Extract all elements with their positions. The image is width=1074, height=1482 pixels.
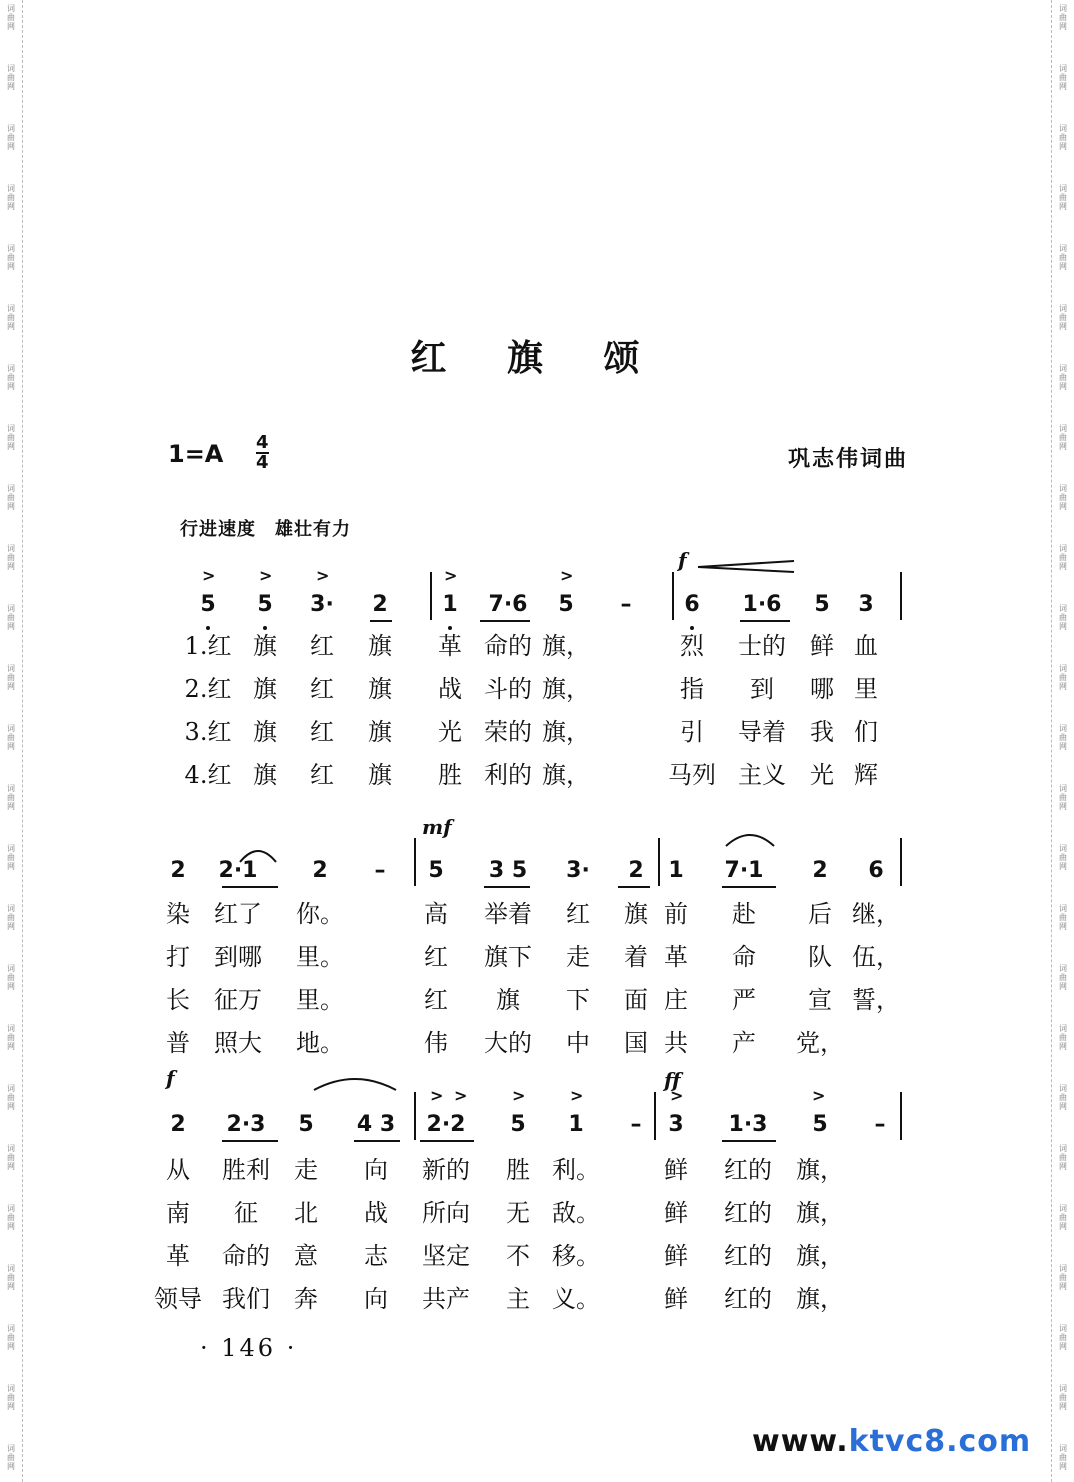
lyric-word: 革	[664, 943, 688, 971]
crescendo-hairpin	[698, 558, 798, 576]
time-signature: 4 4	[256, 432, 269, 473]
lyric-word: 红	[310, 761, 334, 789]
lyric-word: 主	[506, 1285, 530, 1313]
lyric-word: 哪	[810, 675, 834, 703]
lyric-word: 染	[166, 900, 190, 928]
note: 3 5	[488, 858, 528, 883]
lyric-word: 胜	[506, 1156, 530, 1184]
lyric-word: 共	[664, 1029, 688, 1057]
accent-mark: >	[202, 566, 216, 585]
lyric-line	[0, 1150, 1074, 1190]
note: –	[374, 858, 386, 883]
bar-line	[900, 838, 902, 886]
lyric-word: 红	[424, 986, 448, 1014]
bar-line	[900, 1092, 902, 1140]
lyric-word: 大的	[484, 1029, 532, 1057]
lyric-word: 旗	[253, 718, 277, 746]
lyric-word: 到	[750, 675, 774, 703]
lyric-word: 赴	[732, 900, 756, 928]
note: –	[874, 1112, 886, 1137]
margin-mark: 词 曲 网	[7, 244, 15, 271]
eighth-underline	[222, 886, 278, 888]
margin-mark: 词 曲 网	[7, 364, 15, 391]
lyric-word: 意	[294, 1242, 318, 1270]
margin-mark: 词 曲 网	[1059, 184, 1067, 211]
margin-mark: 词 曲 网	[7, 184, 15, 211]
lyric-word: 红	[566, 900, 590, 928]
lyric-word: 鲜	[664, 1285, 688, 1313]
margin-mark: 词 曲 网	[7, 784, 15, 811]
lyric-word: 红的	[724, 1242, 772, 1270]
note: 5	[257, 592, 273, 617]
note: 2	[372, 592, 388, 617]
margin-mark: 词 曲 网	[7, 4, 15, 31]
accent-mark: >	[316, 566, 330, 585]
margin-mark: 词 曲 网	[7, 544, 15, 571]
note: 1	[568, 1112, 584, 1137]
note: 2	[812, 858, 828, 883]
eighth-underline	[370, 620, 392, 622]
lyric-word: 走	[294, 1156, 318, 1184]
margin-mark: 词 曲 网	[1059, 1144, 1067, 1171]
note-row	[0, 1112, 1074, 1152]
dynamic-mf: mf	[422, 815, 452, 839]
lyric-word: 伍，	[852, 943, 900, 971]
lyric-word: 我	[810, 718, 834, 746]
note: 1	[668, 858, 684, 883]
margin-mark: 词 曲 网	[7, 1324, 15, 1351]
lyric-word: 2.红	[184, 675, 232, 703]
margin-mark: 词 曲 网	[1059, 1264, 1067, 1291]
margin-mark: 词 曲 网	[1059, 244, 1067, 271]
margin-mark: 词 曲 网	[1059, 4, 1067, 31]
bar-line	[430, 572, 432, 620]
eighth-underline	[354, 1140, 400, 1142]
lyric-word: 战	[364, 1199, 388, 1227]
lyric-word: 士的	[738, 632, 786, 660]
margin-mark: 词 曲 网	[1059, 1084, 1067, 1111]
lyric-word: 所向	[422, 1199, 470, 1227]
lyric-word: 到哪	[214, 943, 262, 971]
octave-dot	[690, 626, 694, 630]
lyric-word: 庄	[664, 986, 688, 1014]
lyric-word: 旗	[496, 986, 520, 1014]
note: –	[630, 1112, 642, 1137]
lyric-word: 旗，	[796, 1242, 844, 1270]
note: 2·1	[218, 858, 258, 883]
page-number: · 146 ·	[200, 1334, 298, 1362]
dynamic-f-1: f	[678, 548, 687, 572]
tie-slur	[238, 844, 278, 864]
margin-mark: 词 曲 网	[1059, 484, 1067, 511]
lyric-word: 后	[808, 900, 832, 928]
margin-mark: 词 曲 网	[1059, 1444, 1067, 1471]
lyric-line	[0, 1236, 1074, 1276]
note: 7·6	[488, 592, 528, 617]
octave-dot	[206, 626, 210, 630]
margin-mark: 词 曲 网	[1059, 124, 1067, 151]
lyric-word: 利的	[484, 761, 532, 789]
margin-mark: 词 曲 网	[7, 724, 15, 751]
note: 5	[812, 1112, 828, 1137]
lyric-line	[0, 894, 1074, 934]
lyric-word: 利。	[552, 1156, 600, 1184]
lyric-word: 旗，	[542, 761, 590, 789]
lyric-word: 4.红	[184, 761, 232, 789]
bar-line	[672, 572, 674, 620]
lyric-word: 命的	[484, 632, 532, 660]
note: 1·3	[728, 1112, 768, 1137]
margin-mark: 词 曲 网	[1059, 724, 1067, 751]
lyric-word: 你。	[296, 900, 344, 928]
lyric-word: 义。	[552, 1285, 600, 1313]
lyric-word: 红	[310, 718, 334, 746]
note: 5	[814, 592, 830, 617]
lyric-word: 胜	[438, 761, 462, 789]
bar-line	[654, 1092, 656, 1140]
lyric-word: 斗的	[484, 675, 532, 703]
eighth-underline	[480, 620, 530, 622]
lyric-word: 命	[732, 943, 756, 971]
margin-mark: 词 曲 网	[1059, 904, 1067, 931]
margin-mark: 词 曲 网	[7, 1264, 15, 1291]
note: 7·1	[724, 858, 764, 883]
lyric-word: 志	[364, 1242, 388, 1270]
lyric-word: 举着	[484, 900, 532, 928]
lyric-line	[0, 937, 1074, 977]
lyric-word: 里。	[296, 943, 344, 971]
lyric-word: 红的	[724, 1285, 772, 1313]
margin-mark: 词 曲 网	[7, 664, 15, 691]
lyric-word: 无	[506, 1199, 530, 1227]
eighth-underline	[618, 886, 650, 888]
lyric-word: 辉	[854, 761, 878, 789]
octave-dot	[263, 626, 267, 630]
lyric-word: 伟	[424, 1029, 448, 1057]
lyric-word: 前	[664, 900, 688, 928]
lyric-word: 走	[566, 943, 590, 971]
note: 2	[312, 858, 328, 883]
lyric-line	[0, 712, 1074, 752]
lyric-word: 旗	[368, 718, 392, 746]
margin-mark: 词 曲 网	[7, 304, 15, 331]
lyric-word: 地。	[296, 1029, 344, 1057]
margin-mark: 词 曲 网	[7, 1144, 15, 1171]
lyric-word: 向	[364, 1156, 388, 1184]
lyric-word: 领导	[154, 1285, 202, 1313]
lyric-word: 旗	[253, 761, 277, 789]
lyric-word: 红的	[724, 1156, 772, 1184]
margin-mark: 词 曲 网	[7, 1084, 15, 1111]
lyric-word: 里。	[296, 986, 344, 1014]
note: 3	[858, 592, 874, 617]
margin-mark: 词 曲 网	[7, 964, 15, 991]
note: 6	[684, 592, 700, 617]
accent-mark: >	[430, 1086, 444, 1105]
margin-mark: 词 曲 网	[7, 1444, 15, 1471]
dynamic-ff: ff	[664, 1068, 681, 1092]
lyric-word: 3.红	[184, 718, 232, 746]
lyric-word: 旗	[624, 900, 648, 928]
eighth-underline	[722, 886, 776, 888]
margin-mark: 词 曲 网	[1059, 364, 1067, 391]
eighth-underline	[484, 886, 530, 888]
lyric-word: 红的	[724, 1199, 772, 1227]
lyric-word: 革	[166, 1242, 190, 1270]
margin-mark: 词 曲 网	[7, 484, 15, 511]
lyric-word: 着	[624, 943, 648, 971]
note: 5	[298, 1112, 314, 1137]
octave-dot	[448, 626, 452, 630]
note: 3·	[310, 592, 334, 617]
accent-mark: >	[512, 1086, 526, 1105]
eighth-underline	[222, 1140, 278, 1142]
lyric-word: 战	[438, 675, 462, 703]
accent-mark: >	[812, 1086, 826, 1105]
lyric-word: 产	[732, 1029, 756, 1057]
lyric-word: 誓，	[852, 986, 900, 1014]
accent-mark: >	[570, 1086, 584, 1105]
note: 2	[628, 858, 644, 883]
lyric-word: 旗	[253, 675, 277, 703]
lyric-word: 长	[166, 986, 190, 1014]
lyric-word: 鲜	[810, 632, 834, 660]
margin-mark: 词 曲 网	[1059, 424, 1067, 451]
lyric-word: 南	[166, 1199, 190, 1227]
note: 3·	[566, 858, 590, 883]
note: 4 3	[356, 1112, 396, 1137]
tie-slur	[312, 1072, 398, 1092]
note: 5	[428, 858, 444, 883]
lyric-word: 旗，	[796, 1199, 844, 1227]
lyric-word: 严	[732, 986, 756, 1014]
lyric-word: 血	[854, 632, 878, 660]
lyric-word: 旗	[368, 632, 392, 660]
lyric-word: 指	[680, 675, 704, 703]
eighth-underline	[740, 620, 790, 622]
lyric-line	[0, 626, 1074, 666]
margin-mark: 词 曲 网	[1059, 604, 1067, 631]
margin-mark: 词 曲 网	[7, 424, 15, 451]
lyric-line	[0, 1279, 1074, 1319]
key-signature: 1=A	[168, 440, 224, 468]
margin-mark: 词 曲 网	[1059, 1324, 1067, 1351]
lyric-word: 从	[166, 1156, 190, 1184]
lyric-word: 旗，	[542, 675, 590, 703]
lyric-word: 引	[680, 718, 704, 746]
lyric-word: 旗，	[796, 1156, 844, 1184]
tie-slur	[724, 828, 776, 848]
lyric-word: 旗	[368, 761, 392, 789]
lyric-line	[0, 1193, 1074, 1233]
note: 1	[442, 592, 458, 617]
lyric-word: 征	[234, 1199, 258, 1227]
lyric-word: 荣的	[484, 718, 532, 746]
margin-mark: 词 曲 网	[1059, 64, 1067, 91]
lyric-line	[0, 1023, 1074, 1063]
lyric-word: 面	[624, 986, 648, 1014]
margin-mark: 词 曲 网	[7, 1024, 15, 1051]
lyric-word: 革	[438, 632, 462, 660]
lyric-word: 导着	[738, 718, 786, 746]
bar-line	[900, 572, 902, 620]
lyric-line	[0, 669, 1074, 709]
lyric-word: 队	[808, 943, 832, 971]
margin-mark: 词 曲 网	[7, 1384, 15, 1411]
note: 5	[200, 592, 216, 617]
bar-line	[414, 1092, 416, 1140]
lyric-word: 主义	[738, 761, 786, 789]
lyric-word: 红了	[214, 900, 262, 928]
margin-mark: 词 曲 网	[1059, 1204, 1067, 1231]
lyric-word: 鲜	[664, 1199, 688, 1227]
note: 2	[170, 1112, 186, 1137]
lyric-word: 光	[438, 718, 462, 746]
margin-mark: 词 曲 网	[1059, 544, 1067, 571]
lyric-word: 烈	[680, 632, 704, 660]
lyric-word: 继，	[852, 900, 900, 928]
lyric-word: 党，	[796, 1029, 844, 1057]
lyric-word: 旗	[368, 675, 392, 703]
lyric-word: 移。	[552, 1242, 600, 1270]
note: 2	[170, 858, 186, 883]
lyric-word: 鲜	[664, 1156, 688, 1184]
lyric-word: 高	[424, 900, 448, 928]
lyric-word: 向	[364, 1285, 388, 1313]
accent-mark: >	[259, 566, 273, 585]
lyric-word: 红	[310, 632, 334, 660]
margin-mark: 词 曲 网	[7, 124, 15, 151]
margin-mark: 词 曲 网	[7, 604, 15, 631]
margin-mark: 词 曲 网	[1059, 304, 1067, 331]
lyric-line	[0, 755, 1074, 795]
bar-line	[658, 838, 660, 886]
lyric-word: 命的	[222, 1242, 270, 1270]
accent-mark: >	[444, 566, 458, 585]
note: 6	[868, 858, 884, 883]
lyric-word: 旗，	[796, 1285, 844, 1313]
lyric-word: 旗	[253, 632, 277, 660]
margin-mark: 词 曲 网	[7, 1204, 15, 1231]
margin-mark: 词 曲 网	[7, 64, 15, 91]
lyric-word: 红	[424, 943, 448, 971]
accent-mark: >	[560, 566, 574, 585]
lyric-word: 旗，	[542, 632, 590, 660]
lyric-word: 不	[506, 1242, 530, 1270]
lyric-word: 中	[566, 1029, 590, 1057]
lyric-word: 下	[566, 986, 590, 1014]
lyric-word: 国	[624, 1029, 648, 1057]
lyric-word: 胜利	[222, 1156, 270, 1184]
tempo-marking: 行进速度 雄壮有力	[180, 519, 351, 540]
note: –	[620, 592, 632, 617]
site-watermark-logo: www.ktvc8.com	[752, 1424, 1032, 1459]
dynamic-f-2: f	[166, 1066, 175, 1090]
lyric-word: 普	[166, 1029, 190, 1057]
eighth-underline	[722, 1140, 776, 1142]
lyric-word: 们	[854, 718, 878, 746]
margin-mark: 词 曲 网	[1059, 664, 1067, 691]
note: 3	[668, 1112, 684, 1137]
note-row	[0, 858, 1074, 898]
accent-mark: >	[670, 1086, 684, 1105]
lyric-word: 征万	[214, 986, 262, 1014]
margin-mark: 词 曲 网	[1059, 844, 1067, 871]
lyric-word: 敌。	[552, 1199, 600, 1227]
lyric-word: 马列	[668, 761, 716, 789]
margin-mark: 词 曲 网	[1059, 1024, 1067, 1051]
lyric-word: 旗下	[484, 943, 532, 971]
margin-mark: 词 曲 网	[1059, 964, 1067, 991]
lyric-word: 红	[310, 675, 334, 703]
note: 1·6	[742, 592, 782, 617]
lyric-word: 我们	[222, 1285, 270, 1313]
lyric-word: 旗，	[542, 718, 590, 746]
accent-mark: >	[454, 1086, 468, 1105]
lyric-word: 里	[854, 675, 878, 703]
margin-mark: 词 曲 网	[7, 904, 15, 931]
lyric-word: 奔	[294, 1285, 318, 1313]
note: 5	[510, 1112, 526, 1137]
song-title: 红 旗 颂	[410, 338, 664, 379]
lyric-word: 宣	[808, 986, 832, 1014]
lyric-word: 坚定	[422, 1242, 470, 1270]
lyric-word: 鲜	[664, 1242, 688, 1270]
note: 2·3	[226, 1112, 266, 1137]
lyric-line	[0, 980, 1074, 1020]
note: 2·2	[426, 1112, 466, 1137]
lyric-word: 北	[294, 1199, 318, 1227]
lyric-word: 新的	[422, 1156, 470, 1184]
margin-mark: 词 曲 网	[7, 844, 15, 871]
lyric-word: 打	[166, 943, 190, 971]
composer-credit: 巩志伟词曲	[787, 446, 908, 472]
margin-mark: 词 曲 网	[1059, 784, 1067, 811]
lyric-word: 照大	[214, 1029, 262, 1057]
bar-line	[414, 838, 416, 886]
note: 5	[558, 592, 574, 617]
lyric-word: 光	[810, 761, 834, 789]
lyric-word: 1.红	[184, 632, 232, 660]
margin-mark: 词 曲 网	[1059, 1384, 1067, 1411]
eighth-underline	[420, 1140, 474, 1142]
lyric-word: 共产	[422, 1285, 470, 1313]
